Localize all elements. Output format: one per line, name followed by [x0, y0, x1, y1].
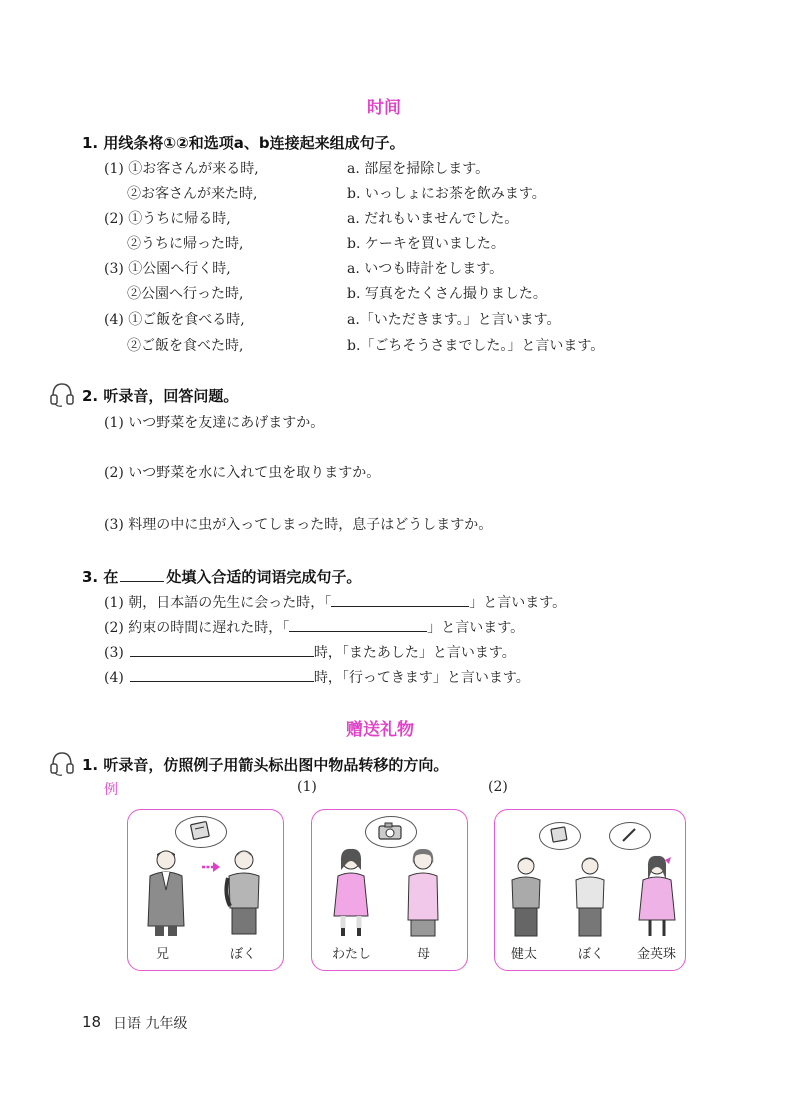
fill-suffix: 時，「またあした」と言います。 — [313, 645, 516, 661]
match-left: (2) ①うちに帰る時, — [104, 211, 231, 227]
panel-1 — [311, 809, 468, 971]
fill-prefix: (1) 朝，日本語の先生に会った時，「 — [104, 595, 332, 611]
match-right: a. いつも時計をします。 — [347, 261, 504, 277]
page-number: 18 — [82, 1013, 102, 1031]
caption: 兄 — [156, 947, 170, 962]
person-me — [569, 854, 611, 938]
fill-blank[interactable] — [331, 594, 469, 607]
example-label: 例 — [104, 782, 118, 798]
caption: ぼく — [578, 947, 605, 962]
person-mother — [400, 846, 446, 938]
person-me — [220, 846, 268, 938]
q1-heading: 1. 用线条将①②和选项a、b连接起来组成句子。 — [82, 134, 405, 152]
section-title-time: 时间 — [367, 98, 401, 118]
fill-prefix: (3) — [104, 645, 124, 661]
fill-suffix: 時，「行ってきます」と言います。 — [313, 670, 530, 686]
fill-blank[interactable] — [289, 619, 427, 632]
q3-heading — [82, 566, 361, 587]
book-icon — [189, 821, 211, 841]
match-left: ②お客さんが来た時, — [127, 186, 258, 202]
q3-heading-pre: 3. 在 — [82, 568, 119, 586]
q3-heading-post: 处填入合适的词语完成句子。 — [166, 568, 362, 586]
match-left: ②うちに帰った時, — [127, 236, 244, 252]
headphones-icon[interactable] — [48, 380, 76, 408]
book-icon — [549, 826, 569, 844]
book-title: 日语 九年级 — [113, 1016, 188, 1032]
match-right: b. いっしょにお茶を飲みます。 — [347, 186, 546, 202]
fill-prefix: (2) 約束の時間に遅れた時，「 — [104, 620, 290, 636]
pen-icon — [619, 826, 639, 844]
q2-item: (2) いつ野菜を水に入れて虫を取りますか。 — [104, 465, 381, 481]
fill-item — [104, 667, 530, 687]
caption: 健太 — [511, 947, 538, 962]
person-kim-youngju — [635, 854, 679, 938]
fill-blank[interactable] — [130, 644, 314, 657]
person-kenta — [505, 854, 547, 938]
panel-label-1: (1) — [297, 779, 317, 795]
match-right: a. だれもいませんでした。 — [347, 211, 519, 227]
q2-item: (1) いつ野菜を友達にあげますか。 — [104, 415, 325, 431]
match-left: ②ご飯を食べた時, — [127, 338, 244, 354]
fill-suffix: 」と言います。 — [469, 595, 567, 611]
match-right: b. ケーキを買いました。 — [347, 236, 505, 252]
panel-2 — [494, 809, 686, 971]
headphones-icon[interactable] — [48, 749, 76, 777]
match-left: (1) ①お客さんが来る時, — [104, 161, 259, 177]
caption: 母 — [417, 947, 431, 962]
caption: ぼく — [230, 947, 257, 962]
person-brother — [142, 846, 190, 938]
match-left: ②公園へ行った時, — [127, 286, 244, 302]
caption: 金英珠 — [637, 947, 677, 962]
fill-item — [104, 592, 566, 612]
fill-item — [104, 617, 524, 637]
match-right: b. 写真をたくさん撮りました。 — [347, 286, 547, 302]
arrow-right-icon — [201, 861, 221, 873]
match-left: (4) ①ご飯を食べる時, — [104, 312, 245, 328]
caption: わたし — [332, 947, 372, 962]
section-title-gifts: 赠送礼物 — [346, 720, 414, 740]
fill-blank[interactable] — [130, 669, 314, 682]
fill-suffix: 」と言います。 — [427, 620, 525, 636]
example-panel — [127, 809, 284, 971]
q2-item: (3) 料理の中に虫が入ってしまった時，息子はどうしますか。 — [104, 517, 493, 533]
camera-icon — [376, 821, 404, 841]
match-right: b.「ごちそうさまでした。」と言います。 — [347, 338, 605, 354]
fill-item — [104, 642, 516, 662]
person-me-girl — [328, 846, 374, 938]
q2-heading: 2. 听录音，回答问题。 — [82, 387, 239, 405]
fill-prefix: (4) — [104, 670, 124, 686]
panel-label-2: (2) — [488, 779, 508, 795]
match-right: a. 部屋を掃除します。 — [347, 161, 490, 177]
s2-q1-heading: 1. 听录音，仿照例子用箭头标出图中物品转移的方向。 — [82, 756, 449, 774]
match-right: a.「いただきます。」と言います。 — [347, 312, 561, 328]
q3-heading-blank — [120, 569, 164, 582]
match-left: (3) ①公園へ行く時, — [104, 261, 231, 277]
